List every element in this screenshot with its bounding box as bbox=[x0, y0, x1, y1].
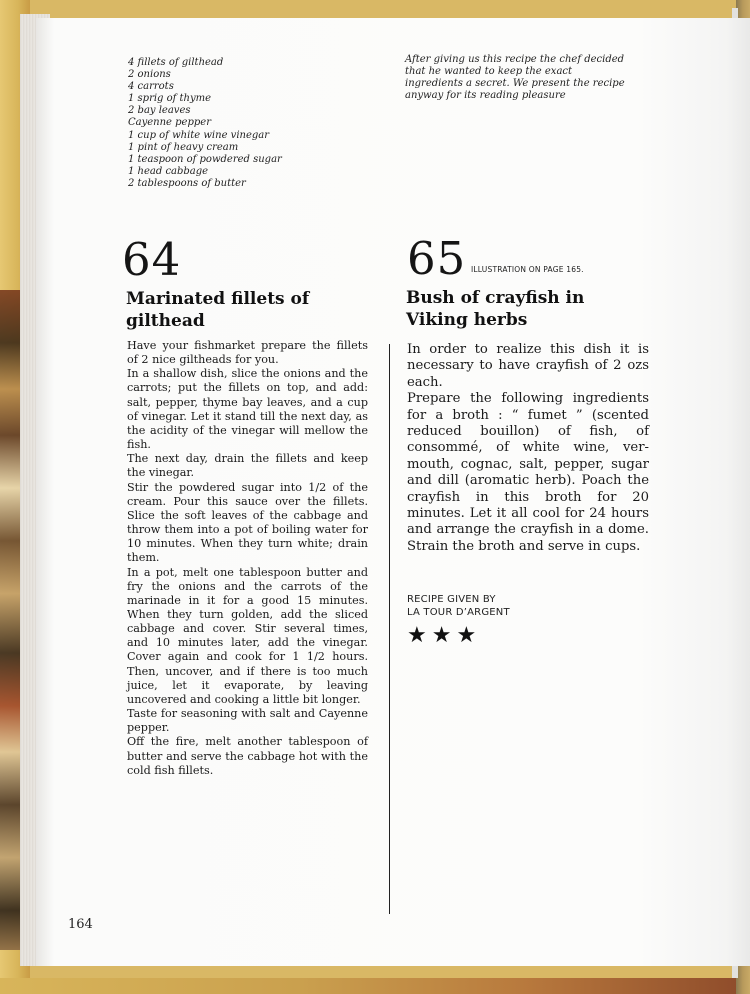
instruction-paragraph: In a shallow dish, slice the onions and the carrots; put the fillets on top, and add: salt, pepper, thyme bay leaves, and a cup of vinegar. Let it stand till the next day, as the acidity of the vinegar will mellow the fish. bbox=[127, 367, 368, 452]
instruction-paragraph: Taste for seasoning with salt and Cayenne pepper. bbox=[127, 707, 368, 735]
recipe-credit bbox=[407, 594, 510, 619]
star-rating: ★★★ bbox=[407, 623, 482, 648]
ingredient-item: 1 pint of heavy cream bbox=[128, 141, 239, 153]
ingredient-item: 2 bay leaves bbox=[128, 105, 191, 117]
recipe-title-64: Marinated fillets of gilthead bbox=[126, 289, 310, 331]
ingredient-item: 1 head cabbage bbox=[128, 165, 209, 177]
ingredient-item: 1 cup of white wine vinegar bbox=[128, 129, 270, 141]
credit-restaurant: LA TOUR D’ARGENT bbox=[407, 606, 510, 618]
ingredient-item: Cayenne pepper bbox=[128, 117, 211, 129]
illustration-reference: ILLUSTRATION ON PAGE 165. bbox=[471, 265, 584, 274]
recipe-64-instructions bbox=[127, 339, 368, 778]
ingredients-list bbox=[128, 57, 368, 190]
instruction-paragraph: Prepare the following ingredients for a broth : “ fumet ” (scented reduced bouillon) of fish, of consommé, of white wine, ver-mouth, cognac, salt, pepper, sugar and dill (aromatic herb). Poach the crayfish in this broth for 20 minutes. Let it all cool for 24 hours and arrange the crayfish in a dome. Strain the broth and serve in cups. bbox=[407, 391, 649, 554]
column-divider bbox=[389, 344, 390, 914]
recipe-number-64: 64 bbox=[122, 233, 182, 286]
book-cover-bottom bbox=[0, 978, 750, 994]
recipe-title-65: Bush of crayfish in Viking herbs bbox=[406, 288, 585, 330]
ingredient-item: 2 onions bbox=[128, 69, 171, 81]
instruction-paragraph: In a pot, melt one tablespoon butter and fry the onions and the carrots of the marinade in it for a good 15 minutes. When they turn golden, add the sliced cabbage and cover. Stir several times, and 10 minutes later, add the vinegar. Cover again and cook for 1 1/2 hours. Then, uncover, and if there is too much juice, let it evaporate, by leaving uncovered and cooking a little bit longer. bbox=[127, 565, 368, 706]
page-number: 164 bbox=[68, 917, 93, 932]
instruction-paragraph: Stir the powdered sugar into 1/2 of the cream. Pour this sauce over the fillets. Slice the soft leaves of the cabbage and throw them into a pot of boiling water for 10 minutes. When they turn white; drain them. bbox=[127, 480, 368, 565]
recipe-number-65: 65 bbox=[407, 232, 467, 285]
ingredient-item: 4 fillets of gilthead bbox=[128, 57, 224, 68]
ingredient-item: 2 tablespoons of butter bbox=[128, 177, 246, 189]
instruction-paragraph: The next day, drain the fillets and keep the vinegar. bbox=[127, 452, 368, 480]
ingredient-item: 1 sprig of thyme bbox=[128, 93, 212, 105]
instruction-paragraph: Off the fire, melt another tablespoon of butter and serve the cabbage hot with the cold fish fillets. bbox=[127, 735, 368, 777]
instruction-paragraph: Have your fishmarket prepare the fillets of 2 nice giltheads for you. bbox=[127, 339, 368, 367]
instruction-paragraph: In order to realize this dish it is necessary to have crayfish of 2 ozs each. bbox=[407, 342, 649, 390]
ingredient-item: 4 carrots bbox=[128, 81, 174, 93]
credit-line: RECIPE GIVEN BY bbox=[407, 594, 496, 605]
ingredient-item: 1 teaspoon of powdered sugar bbox=[128, 153, 282, 165]
chef-note: After giving us this recipe the chef decided that he wanted to keep the exact ingredients a secret. We present the recipe anyway for its reading pleasure bbox=[405, 54, 625, 102]
recipe-65-instructions bbox=[407, 342, 649, 555]
